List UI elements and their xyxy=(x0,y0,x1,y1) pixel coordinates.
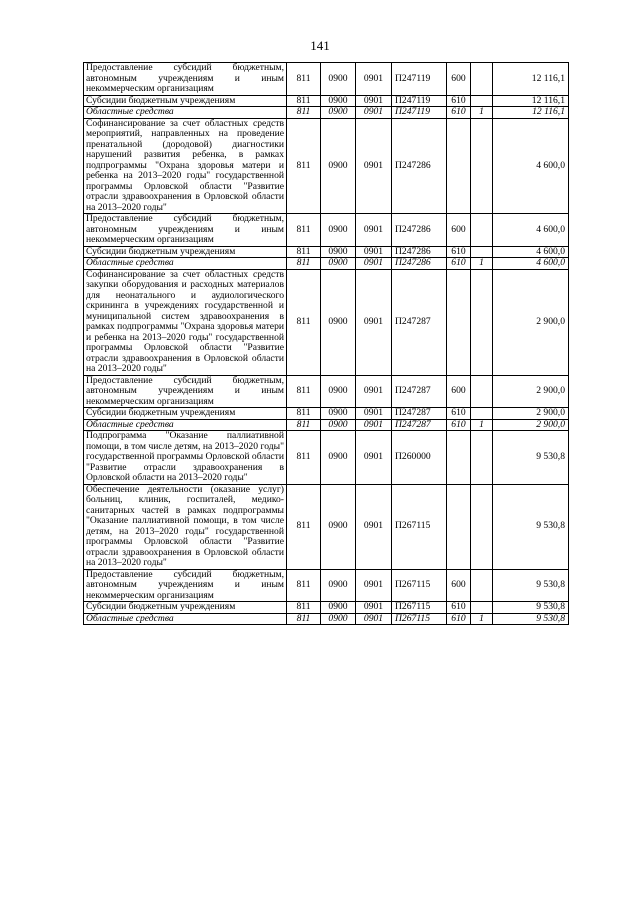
row-description: Софинансирование за счет областных средств закупки оборудования и расходных материалов для неонатального и аудиологического скрининга в учреждениях государственной и муниципальной систем здравоохранения в рамках подпрограммы "Охрана здоровья матери и ребенка на 2013–2020 годы" государственной программы Орловской области "Развитие отрасли здравоохранения в Орловской области на 2013–2020 годы" xyxy=(84,269,287,375)
section-code: 0900 xyxy=(321,375,356,408)
subsection-code: 0901 xyxy=(356,118,392,214)
target-article-code: П247119 xyxy=(392,95,447,107)
amount: 2 900,0 xyxy=(493,375,569,408)
amount: 9 530,8 xyxy=(493,569,569,602)
funding-source-code xyxy=(471,63,493,96)
amount: 9 530,8 xyxy=(493,602,569,614)
administrator-code: 811 xyxy=(287,246,321,258)
administrator-code: 811 xyxy=(287,484,321,569)
expense-type-code: 610 xyxy=(447,246,471,258)
table-row xyxy=(84,63,569,96)
table-row xyxy=(84,408,569,420)
row-description: Предоставление субсидий бюджетным, автономным учреждениям и иным некоммерческим организациям xyxy=(84,63,287,96)
subsection-code: 0901 xyxy=(356,569,392,602)
subsection-code: 0901 xyxy=(356,613,392,625)
section-code: 0900 xyxy=(321,214,356,247)
amount: 9 530,8 xyxy=(493,613,569,625)
amount: 12 116,1 xyxy=(493,63,569,96)
subsection-code: 0901 xyxy=(356,269,392,375)
administrator-code: 811 xyxy=(287,375,321,408)
row-description: Субсидии бюджетным учреждениям xyxy=(84,95,287,107)
funding-source-code: 1 xyxy=(471,107,493,119)
subsection-code: 0901 xyxy=(356,408,392,420)
administrator-code: 811 xyxy=(287,431,321,485)
budget-table xyxy=(83,62,569,625)
target-article-code: П247286 xyxy=(392,118,447,214)
administrator-code: 811 xyxy=(287,118,321,214)
expense-type-code xyxy=(447,269,471,375)
funding-source-code xyxy=(471,246,493,258)
section-code: 0900 xyxy=(321,246,356,258)
row-description: Предоставление субсидий бюджетным, автономным учреждениям и иным некоммерческим организациям xyxy=(84,214,287,247)
row-description: Субсидии бюджетным учреждениям xyxy=(84,246,287,258)
amount: 4 600,0 xyxy=(493,258,569,270)
funding-source-code: 1 xyxy=(471,258,493,270)
funding-source-code xyxy=(471,269,493,375)
administrator-code: 811 xyxy=(287,214,321,247)
funding-source-code xyxy=(471,214,493,247)
target-article-code: П247287 xyxy=(392,419,447,431)
administrator-code: 811 xyxy=(287,613,321,625)
amount: 12 116,1 xyxy=(493,95,569,107)
section-code: 0900 xyxy=(321,408,356,420)
subsection-code: 0901 xyxy=(356,107,392,119)
expense-type-code: 610 xyxy=(447,408,471,420)
target-article-code: П247286 xyxy=(392,214,447,247)
funding-source-code xyxy=(471,95,493,107)
target-article-code: П247287 xyxy=(392,269,447,375)
amount: 2 900,0 xyxy=(493,419,569,431)
section-code: 0900 xyxy=(321,63,356,96)
table-row xyxy=(84,107,569,119)
amount: 4 600,0 xyxy=(493,214,569,247)
target-article-code: П247286 xyxy=(392,246,447,258)
row-description: Областные средства xyxy=(84,107,287,119)
row-description: Субсидии бюджетным учреждениям xyxy=(84,602,287,614)
target-article-code: П247287 xyxy=(392,375,447,408)
target-article-code: П267115 xyxy=(392,484,447,569)
target-article-code: П267115 xyxy=(392,602,447,614)
expense-type-code: 610 xyxy=(447,258,471,270)
row-description: Областные средства xyxy=(84,613,287,625)
funding-source-code xyxy=(471,118,493,214)
subsection-code: 0901 xyxy=(356,375,392,408)
subsection-code: 0901 xyxy=(356,258,392,270)
target-article-code: П247287 xyxy=(392,408,447,420)
amount: 9 530,8 xyxy=(493,484,569,569)
target-article-code: П247286 xyxy=(392,258,447,270)
funding-source-code: 1 xyxy=(471,419,493,431)
administrator-code: 811 xyxy=(287,107,321,119)
subsection-code: 0901 xyxy=(356,602,392,614)
funding-source-code xyxy=(471,602,493,614)
expense-type-code: 600 xyxy=(447,214,471,247)
table-row xyxy=(84,118,569,214)
funding-source-code xyxy=(471,431,493,485)
row-description: Обеспечение деятельности (оказание услуг) больниц, клиник, госпиталей, медико-санитарных частей в рамках подпрограммы "Оказание паллиативной помощи, в том числе детям, на 2013–2020 годы" государственной программы Орловской области "Развитие отрасли здравоохранения в Орловской области на 2013–2020 годы" xyxy=(84,484,287,569)
section-code: 0900 xyxy=(321,258,356,270)
section-code: 0900 xyxy=(321,107,356,119)
funding-source-code xyxy=(471,408,493,420)
amount: 4 600,0 xyxy=(493,246,569,258)
subsection-code: 0901 xyxy=(356,484,392,569)
subsection-code: 0901 xyxy=(356,95,392,107)
table-row xyxy=(84,214,569,247)
administrator-code: 811 xyxy=(287,419,321,431)
target-article-code: П260000 xyxy=(392,431,447,485)
target-article-code: П267115 xyxy=(392,613,447,625)
subsection-code: 0901 xyxy=(356,431,392,485)
table-row xyxy=(84,375,569,408)
amount: 12 116,1 xyxy=(493,107,569,119)
funding-source-code: 1 xyxy=(471,613,493,625)
expense-type-code: 610 xyxy=(447,95,471,107)
subsection-code: 0901 xyxy=(356,214,392,247)
table-body xyxy=(84,63,569,625)
expense-type-code: 600 xyxy=(447,569,471,602)
amount: 2 900,0 xyxy=(493,408,569,420)
administrator-code: 811 xyxy=(287,95,321,107)
amount: 4 600,0 xyxy=(493,118,569,214)
section-code: 0900 xyxy=(321,431,356,485)
amount: 9 530,8 xyxy=(493,431,569,485)
expense-type-code: 610 xyxy=(447,107,471,119)
row-description: Подпрограмма "Оказание паллиативной помощи, в том числе детям, на 2013–2020 годы" государственной программы Орловской области "Развитие отрасли здравоохранения в Орловской области на 2013–2020 годы" xyxy=(84,431,287,485)
expense-type-code: 610 xyxy=(447,602,471,614)
administrator-code: 811 xyxy=(287,408,321,420)
administrator-code: 811 xyxy=(287,258,321,270)
row-description: Предоставление субсидий бюджетным, автономным учреждениям и иным некоммерческим организациям xyxy=(84,375,287,408)
administrator-code: 811 xyxy=(287,569,321,602)
section-code: 0900 xyxy=(321,118,356,214)
expense-type-code: 610 xyxy=(447,419,471,431)
target-article-code: П267115 xyxy=(392,569,447,602)
administrator-code: 811 xyxy=(287,269,321,375)
funding-source-code xyxy=(471,484,493,569)
amount: 2 900,0 xyxy=(493,269,569,375)
table-row xyxy=(84,95,569,107)
row-description: Областные средства xyxy=(84,258,287,270)
section-code: 0900 xyxy=(321,419,356,431)
row-description: Предоставление субсидий бюджетным, автономным учреждениям и иным некоммерческим организациям xyxy=(84,569,287,602)
subsection-code: 0901 xyxy=(356,419,392,431)
subsection-code: 0901 xyxy=(356,63,392,96)
funding-source-code xyxy=(471,569,493,602)
subsection-code: 0901 xyxy=(356,246,392,258)
table-row xyxy=(84,484,569,569)
row-description: Софинансирование за счет областных средств мероприятий, направленных на проведение пренатальной (дородовой) диагностики нарушений развития ребенка, в рамках подпрограммы "Охрана здоровья матери и ребенка на 2013–2020 годы" государственной программы Орловской области "Развитие отрасли здравоохранения в Орловской области на 2013–2020 годы" xyxy=(84,118,287,214)
section-code: 0900 xyxy=(321,95,356,107)
table-row xyxy=(84,613,569,625)
table-row xyxy=(84,269,569,375)
administrator-code: 811 xyxy=(287,602,321,614)
target-article-code: П247119 xyxy=(392,107,447,119)
target-article-code: П247119 xyxy=(392,63,447,96)
table-row xyxy=(84,602,569,614)
expense-type-code xyxy=(447,484,471,569)
table-row xyxy=(84,431,569,485)
section-code: 0900 xyxy=(321,484,356,569)
row-description: Субсидии бюджетным учреждениям xyxy=(84,408,287,420)
table-row xyxy=(84,569,569,602)
administrator-code: 811 xyxy=(287,63,321,96)
expense-type-code: 610 xyxy=(447,613,471,625)
expense-type-code: 600 xyxy=(447,63,471,96)
funding-source-code xyxy=(471,375,493,408)
expense-type-code xyxy=(447,118,471,214)
table-row xyxy=(84,419,569,431)
table-row xyxy=(84,258,569,270)
expense-type-code: 600 xyxy=(447,375,471,408)
table-row xyxy=(84,246,569,258)
row-description: Областные средства xyxy=(84,419,287,431)
section-code: 0900 xyxy=(321,602,356,614)
section-code: 0900 xyxy=(321,269,356,375)
section-code: 0900 xyxy=(321,569,356,602)
expense-type-code xyxy=(447,431,471,485)
section-code: 0900 xyxy=(321,613,356,625)
page-number: 141 xyxy=(310,38,330,53)
